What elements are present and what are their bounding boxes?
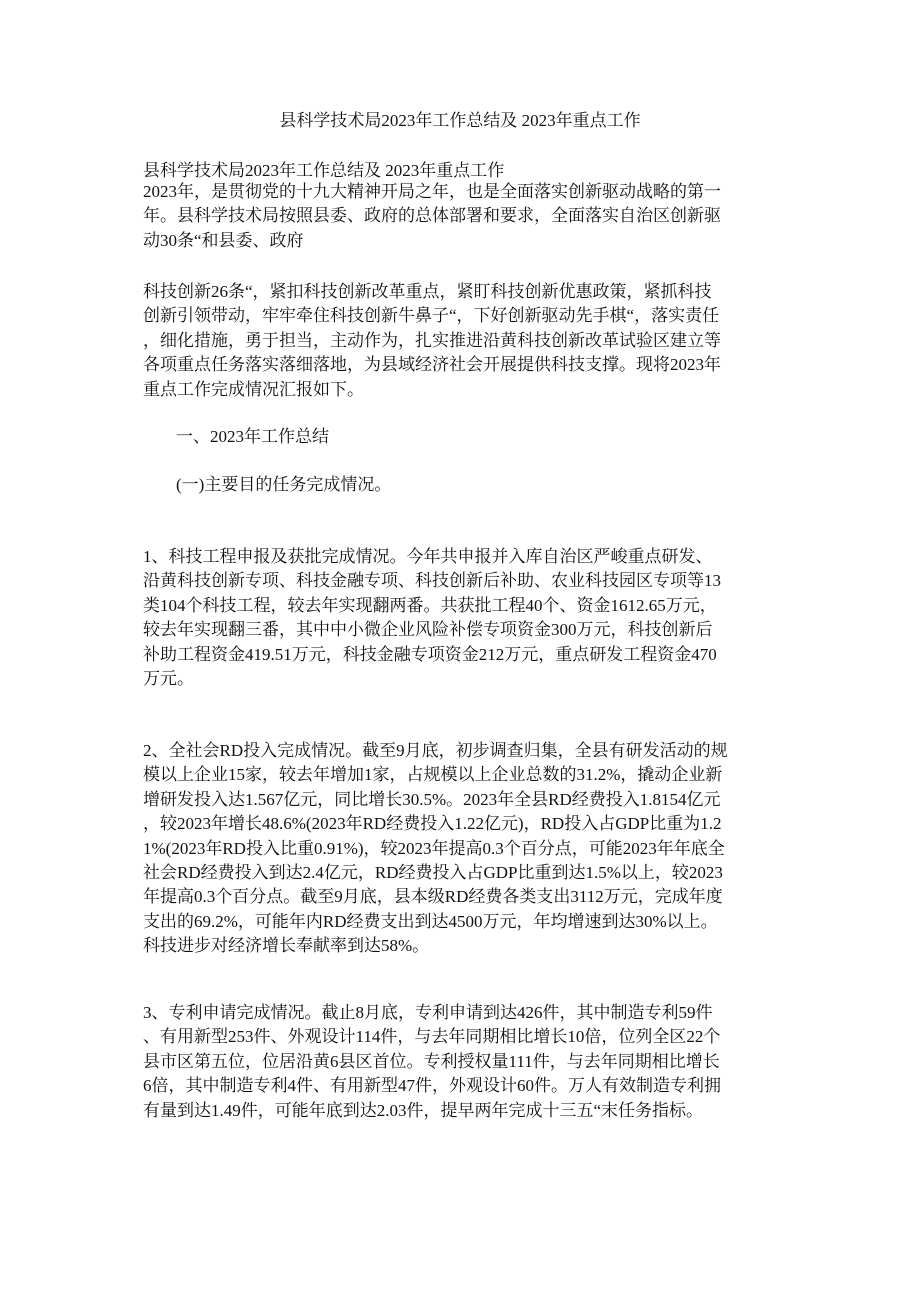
text-line: 有量到达1.49件，可能年底到达2.03件，提早两年完成十三五“末任务指标。 bbox=[143, 1100, 704, 1120]
list-item-patent-application bbox=[143, 1001, 779, 1123]
text-line: 年提高0.3个百分点。截至9月底，县本级RD经费各类支出3112万元，完成年度 bbox=[143, 887, 723, 907]
list-item-project-approval bbox=[143, 545, 779, 691]
text-line: 社会RD经费投入到达2.4亿元，RD经费投入占GDP比重到达1.5%以上，较2023 bbox=[143, 863, 723, 883]
section-heading: 一、2023年工作总结 bbox=[176, 427, 329, 446]
text-line: 较去年实现翻三番，其中中小微企业风险补偿专项资金300万元，科技创新后 bbox=[143, 620, 713, 640]
text-line: 增研发投入达1.567亿元，同比增长30.5%。2023年全县RD经费投入1.8154亿元 bbox=[143, 789, 721, 809]
text-line: 重点工作完成情况汇报如下。 bbox=[143, 379, 364, 399]
document-subtitle: 县科学技术局2023年工作总结及 2023年重点工作 bbox=[143, 161, 505, 180]
text-line: 万元。 bbox=[143, 669, 194, 689]
text-line: 补助工程资金419.51万元，科技金融专项资金212万元，重点研发工程资金470 bbox=[143, 644, 717, 664]
intro-continuation-paragraph bbox=[143, 280, 779, 402]
text-line: 3、专利申请完成情况。截止8月底，专利申请到达426件，其中制造专利59件 bbox=[143, 1003, 713, 1022]
text-line: 2、全社会RD投入完成情况。截至9月底，初步调查归集，全县有研发活动的规 bbox=[143, 741, 728, 760]
text-line: 支出的69.2%，可能年内RD经费支出到达4500万元，年均增速到达30%以上。 bbox=[143, 911, 718, 931]
text-line: 类104个科技工程，较去年实现翻两番。共获批工程40个、资金1612.65万元， bbox=[143, 595, 717, 615]
text-line: 创新引领带动，牢牢牵住科技创新牛鼻子“，下好创新驱动先手棋“，落实责任 bbox=[143, 306, 720, 326]
text-line: 6倍，其中制造专利4件、有用新型47件，外观设计60件。万人有效制造专利拥 bbox=[143, 1076, 721, 1096]
text-line: 年。县科学技术局按照县委、政府的总体部署和要求，全面落实自治区创新驱 bbox=[143, 206, 721, 226]
text-line: 科技创新26条“，紧扣科技创新改革重点，紧盯科技创新优惠政策，紧抓科技 bbox=[143, 282, 712, 301]
text-line: 沿黄科技创新专项、科技金融专项、科技创新后补助、农业科技园区专项等13 bbox=[143, 571, 721, 591]
text-line: 、有用新型253件、外观设计114件，与去年同期相比增长10倍，位列全区22个 bbox=[143, 1027, 721, 1047]
text-line: ，细化措施，勇于担当，主动作为，扎实推进沿黄科技创新改革试验区建立等 bbox=[143, 330, 721, 350]
text-line: 1、科技工程申报及获批完成情况。今年共申报并入库自治区严峻重点研发、 bbox=[143, 547, 713, 566]
text-line: 各项重点任务落实落细落地，为县域经济社会开展提供科技支撑。现将2023年 bbox=[143, 355, 721, 375]
list-item-rd-investment bbox=[143, 739, 779, 959]
text-line: ，较2023年增长48.6%(2023年RD经费投入1.22亿元)，RD投入占GDP比重为1.2 bbox=[143, 814, 722, 834]
text-line: 2023年，是贯彻党的十九大精神开局之年，也是全面落实创新驱动战略的第一 bbox=[143, 182, 721, 201]
intro-paragraph bbox=[143, 180, 779, 253]
text-line: 科技进步对经济增长奉献率到达58%。 bbox=[143, 936, 430, 956]
text-line: 动30条“和县委、政府 bbox=[143, 230, 304, 250]
text-line: 模以上企业15家，较去年增加1家，占规模以上企业总数的31.2%，撬动企业新 bbox=[143, 765, 723, 785]
text-line: 1%(2023年RD投入比重0.91%)，较2023年提高0.3个百分点，可能2023年年底全 bbox=[143, 838, 725, 858]
subsection-heading: (一)主要目的任务完成情况。 bbox=[176, 475, 392, 494]
document-title: 县科学技术局2023年工作总结及 2023年重点工作 bbox=[279, 111, 641, 130]
text-line: 县市区第五位，位居沿黄6县区首位。专利授权量111件，与去年同期相比增长 bbox=[143, 1051, 720, 1071]
